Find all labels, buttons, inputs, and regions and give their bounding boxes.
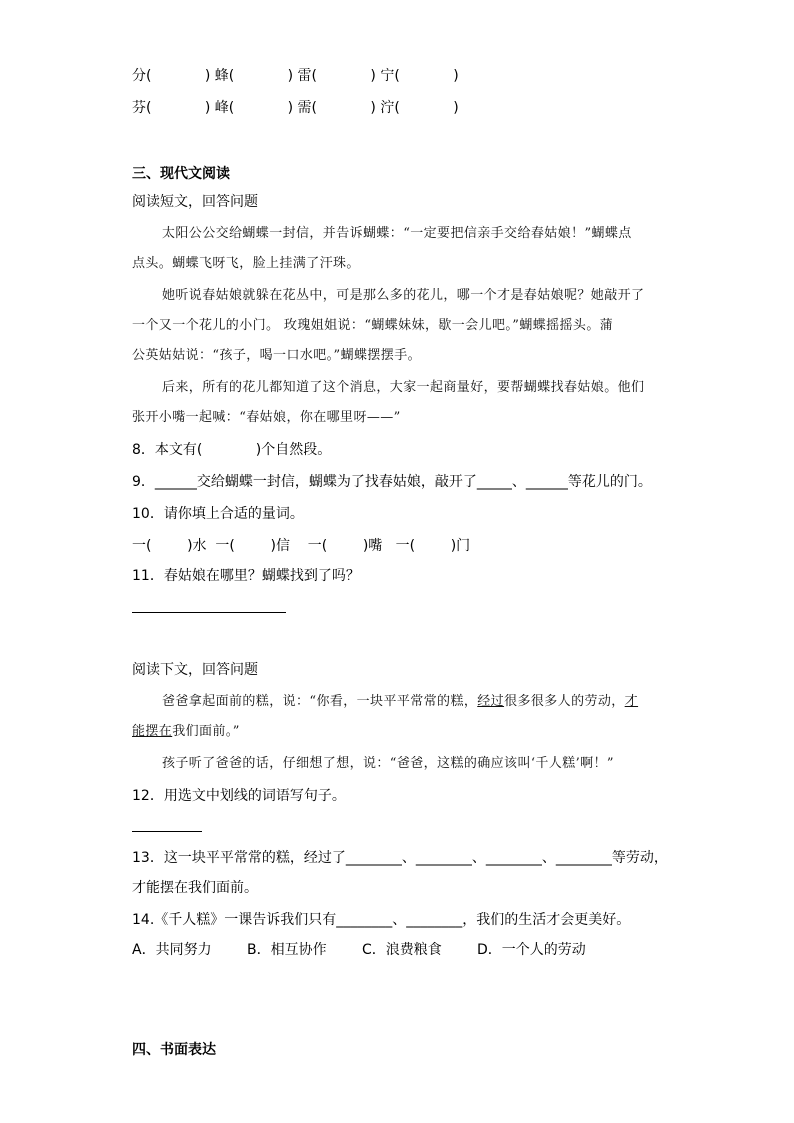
passage-2-intro: 阅读下文，回答问题 (132, 662, 258, 678)
char-row-2: 芬( ) 峰( ) 需( ) 泞( ) (132, 100, 459, 116)
passage-2-line-3: 孩子听了爸爸的话，仔细想了想，说：“爸爸，这糕的确应该叫‘千人糕’啊！” (162, 756, 614, 771)
text-run: 很多很多人的劳动， (504, 694, 625, 709)
underlined-word: 能摆在 (132, 724, 173, 739)
passage-1-line-1: 太阳公公交给蝴蝶一封信，并告诉蝴蝶：“一定要把信亲手交给春姑娘！”蝴蝶点 (162, 226, 632, 241)
question-14: 14.《千人糕》一课告诉我们只有________、________，我们的生活才会更美好。 (132, 912, 631, 928)
passage-1-line-2: 点头。蝴蝶飞呀飞，脸上挂满了汗珠。 (132, 256, 360, 271)
passage-1-line-7: 张开小嘴一起喊：“春姑娘，你在哪里呀——” (132, 410, 401, 425)
passage-1-line-4: 一个又一个花儿的小门。 玫瑰姐姐说：“蝴蝶妹妹，歇一会儿吧。”蝴蝶摇摇头。蒲 (132, 318, 614, 333)
question-8: 8．本文有( )个自然段。 (132, 442, 332, 458)
section-3-title: 三、现代文阅读 (132, 166, 230, 182)
question-13-line-2: 才能摆在我们面前。 (132, 880, 258, 896)
answer-line-11 (132, 612, 286, 613)
question-12: 12．用选文中划线的词语写句子。 (132, 788, 346, 804)
passage-1-line-6: 后来，所有的花儿都知道了这个消息，大家一起商量好，要帮蝴蝶找春姑娘。他们 (162, 380, 645, 395)
answer-line-12 (132, 831, 202, 832)
char-row-1: 分( ) 蜂( ) 雷( ) 宁( ) (132, 68, 459, 84)
question-9: 9．______交给蝴蝶一封信，蝴蝶为了找春姑娘，敲开了_____、______等花儿的门。 (132, 474, 652, 490)
passage-2-line-2 (132, 722, 240, 742)
question-13-line-1: 13．这一块平平常常的糕，经过了________、________、________、________等劳动， (132, 850, 668, 866)
text-run: 爸爸拿起面前的糕，说：“你看，一块平平常常的糕， (162, 694, 478, 709)
question-10-row: 一( )水 一( )信 一( )嘴 一( )门 (132, 538, 471, 554)
section-4-title: 四、书面表达 (132, 1042, 216, 1058)
passage-2-line-1 (162, 692, 638, 712)
option-b: B．相互协作 (247, 942, 327, 958)
passage-1-intro: 阅读短文，回答问题 (132, 194, 258, 210)
text-run: 我们面前。” (172, 724, 240, 739)
underlined-word: 才 (624, 694, 639, 709)
question-10: 10．请你填上合适的量词。 (132, 506, 304, 522)
passage-1-line-5: 公英姑姑说：“孩子，喝一口水吧。”蝴蝶摆摆手。 (132, 348, 421, 363)
option-d: D．一个人的劳动 (477, 942, 586, 958)
underlined-word: 经过 (477, 694, 505, 709)
option-c: C．浪费粮食 (362, 942, 442, 958)
question-11: 11．春姑娘在哪里？蝴蝶找到了吗？ (132, 568, 360, 584)
option-a: A．共同努力 (132, 942, 212, 958)
passage-1-line-3: 她听说春姑娘就躲在花丛中，可是那么多的花儿，哪一个才是春姑娘呢？她敲开了 (162, 288, 645, 303)
